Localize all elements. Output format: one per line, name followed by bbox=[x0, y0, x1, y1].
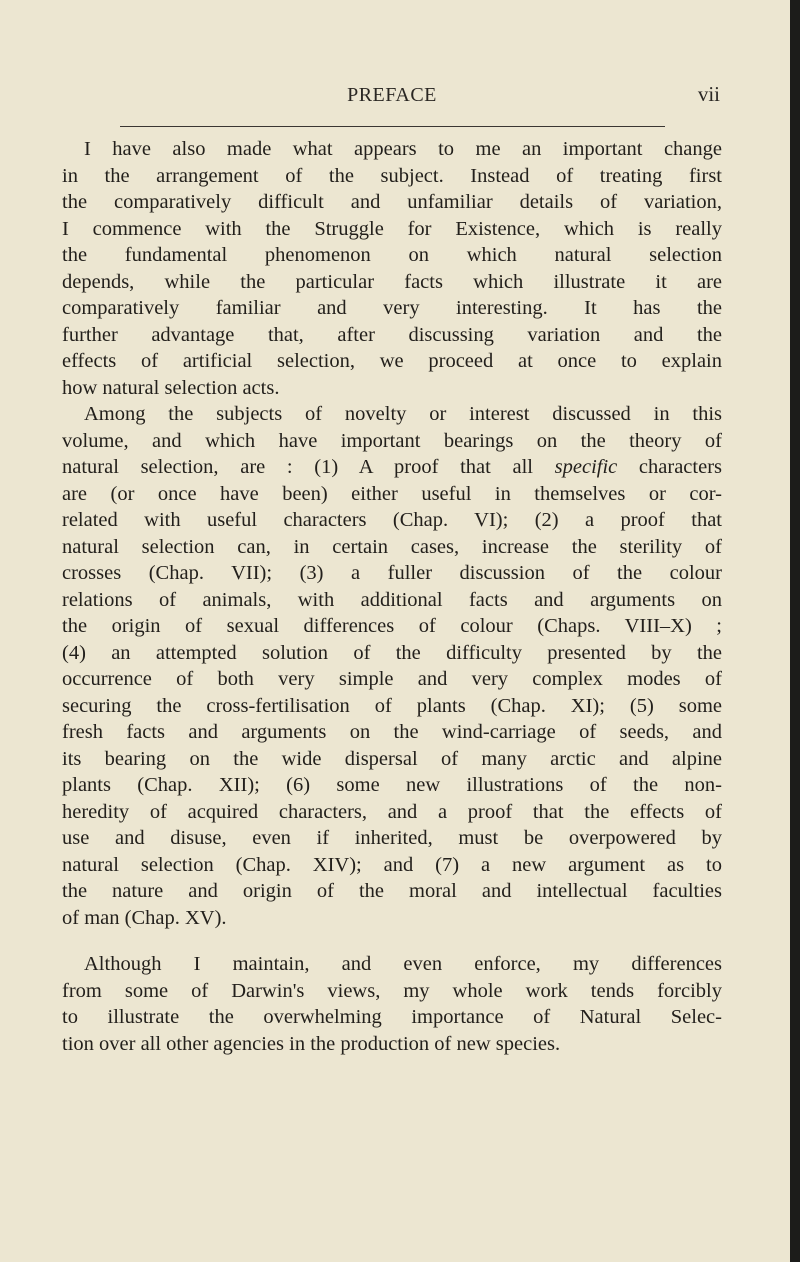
text-segment: characters bbox=[617, 456, 722, 478]
text-line: are (or once have been) either useful in themselves or cor- bbox=[62, 482, 722, 505]
page-edge-shadow bbox=[790, 0, 800, 1262]
text-line: I commence with the Struggle for Existence, which is really bbox=[62, 217, 722, 240]
text-line: depends, while the particular facts which illustrate it are bbox=[62, 270, 722, 293]
text-line: the origin of sexual differences of colour (Chaps. VIII–X) ; bbox=[62, 615, 722, 637]
paragraph-2 bbox=[62, 401, 722, 931]
text-line: securing the cross-fertilisation of plants (Chap. XI); (5) some bbox=[62, 694, 722, 717]
text-line: Although I maintain, and even enforce, my differences bbox=[84, 953, 722, 975]
text-segment: natural selection, are : (1) A proof that all bbox=[62, 456, 555, 478]
text-line: use and disuse, even if inherited, must be overpowered by bbox=[62, 827, 722, 849]
text-line: how natural selection acts. bbox=[62, 376, 280, 399]
running-title: PREFACE bbox=[347, 84, 437, 106]
text-line: effects of artificial selection, we proceed at once to explain bbox=[62, 350, 722, 372]
text-line: I have also made what appears to me an important change bbox=[84, 138, 722, 160]
page-header bbox=[62, 84, 722, 114]
text-line: plants (Chap. XII); (6) some new illustrations of the non- bbox=[62, 774, 722, 796]
paragraph-gap bbox=[62, 931, 722, 951]
text-line: its bearing on the wide dispersal of many arctic and alpine bbox=[62, 747, 722, 770]
text-line: volume, and which have important bearings on the theory of bbox=[62, 429, 722, 452]
text-line: in the arrangement of the subject. Instead of treating first bbox=[62, 164, 722, 187]
paragraph-1 bbox=[62, 136, 722, 401]
text-line: heredity of acquired characters, and a proof that the effects of bbox=[62, 800, 722, 823]
text-line: the comparatively difficult and unfamiliar details of variation, bbox=[62, 191, 722, 213]
text-line: natural selection (Chap. XIV); and (7) a new argument as to bbox=[62, 853, 722, 876]
text-line: Among the subjects of novelty or interest discussed in this bbox=[84, 403, 722, 425]
text-line: relations of animals, with additional facts and arguments on bbox=[62, 588, 722, 611]
text-line: crosses (Chap. VII); (3) a fuller discussion of the colour bbox=[62, 562, 722, 584]
text-line: of man (Chap. XV). bbox=[62, 906, 227, 929]
text-line: the nature and origin of the moral and intellectual faculties bbox=[62, 880, 722, 902]
italic-word: specific bbox=[554, 456, 618, 478]
text-line: fresh facts and arguments on the wind-carriage of seeds, and bbox=[62, 721, 722, 743]
text-line: from some of Darwin's views, my whole work tends forcibly bbox=[62, 979, 722, 1002]
text-line: further advantage that, after discussing variation and the bbox=[62, 323, 722, 346]
text-line: comparatively familiar and very interesting. It has the bbox=[62, 297, 722, 319]
text-line: natural selection can, in certain cases, increase the sterility of bbox=[62, 535, 722, 558]
text-line-with-italic bbox=[62, 454, 722, 481]
text-line: occurrence of both very simple and very complex modes of bbox=[62, 668, 722, 690]
header-rule bbox=[120, 126, 665, 127]
page-number: vii bbox=[697, 82, 720, 106]
text-line: related with useful characters (Chap. VI); (2) a proof that bbox=[62, 509, 722, 531]
paragraph-3 bbox=[62, 951, 722, 1057]
text-line: to illustrate the overwhelming importance of Natural Selec- bbox=[62, 1006, 722, 1028]
text-line: tion over all other agencies in the production of new species. bbox=[62, 1032, 561, 1055]
preface-body bbox=[62, 136, 722, 1057]
text-line: the fundamental phenomenon on which natural selection bbox=[62, 244, 722, 266]
text-line: (4) an attempted solution of the difficulty presented by the bbox=[62, 641, 722, 664]
